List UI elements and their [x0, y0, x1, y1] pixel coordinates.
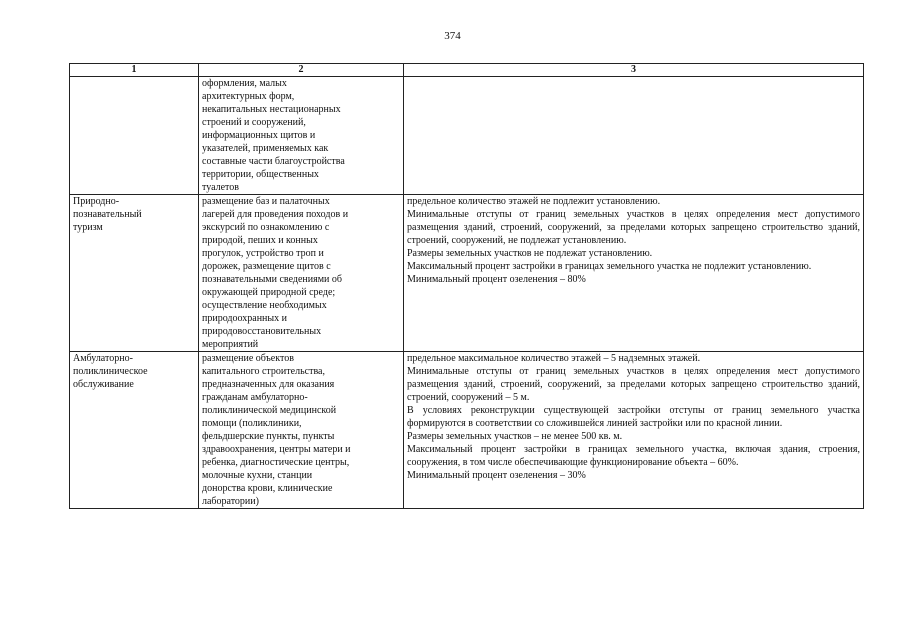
description-line: помощи (поликлиники, [202, 418, 302, 429]
description-line: познавательными сведениями об [202, 274, 342, 285]
description-line: экскурсий по ознакомлению с [202, 222, 330, 233]
parameter-paragraph: Минимальные отступы от границ земельных участков в целях определения мест допустимого размещения зданий, строений, сооружений, за пределами которых запрещено строительство зданий, строений, сооружений, не подлежат установлению. [407, 209, 860, 246]
parameters-cell [404, 195, 864, 352]
description-line: некапитальных нестационарных [202, 104, 341, 115]
parameters-cell [404, 352, 864, 509]
use-type-line: познавательный [73, 209, 142, 220]
description-cell [199, 77, 404, 195]
description-line: дорожек, размещение щитов с [202, 261, 331, 272]
description-line: предназначенных для оказания [202, 379, 335, 390]
use-type-line: обслуживание [73, 379, 134, 390]
description-line: лагерей для проведения походов и [202, 209, 349, 220]
parameter-paragraph: Максимальный процент застройки в границах земельного участка, включая здания, строения, сооружения, в том числе обеспечивающие функционирование объекта – 60%. [407, 444, 860, 468]
description-line: гражданам амбулаторно- [202, 392, 308, 403]
use-type-line: поликлиническое [73, 366, 148, 377]
parameter-paragraph: Размеры земельных участков не подлежат установлению. [407, 248, 653, 259]
use-type-cell [70, 77, 199, 195]
description-line: природовосстановительных [202, 326, 322, 337]
parameter-paragraph: В условиях реконструкции существующей застройки отступы от границ земельного участка формируются в соответствии со сложившейся линией застройки или по красной линии. [407, 405, 860, 429]
description-line: молочные кухни, станции [202, 470, 313, 481]
parameter-paragraph: предельное количество этажей не подлежит установлению. [407, 196, 661, 207]
description-line: прогулок, устройство троп и [202, 248, 324, 259]
description-line: ребенка, диагностические центры, [202, 457, 350, 468]
parameter-paragraph: Максимальный процент застройки в границах земельного участка не подлежит установлению. [407, 261, 812, 272]
use-type-cell [70, 195, 199, 352]
description-line: фельдшерские пункты, пункты [202, 431, 335, 442]
description-line: размещение объектов [202, 353, 294, 364]
parameter-paragraph: Минимальные отступы от границ земельных участков в целях определения мест допустимого размещения зданий, строений, сооружений, за пределами которых запрещено строительство зданий, строений, сооружений – 5 м. [407, 366, 860, 403]
description-line: размещение баз и палаточных [202, 196, 330, 207]
parameter-paragraph: предельное максимальное количество этажей – 5 надземных этажей. [407, 353, 701, 364]
use-type-line: Амбулаторно- [73, 353, 133, 364]
use-type-line: туризм [73, 222, 103, 233]
use-type-line: Природно- [73, 196, 120, 207]
description-line: оформления, малых [202, 78, 287, 89]
description-line: указателей, применяемых как [202, 143, 329, 154]
description-cell [199, 352, 404, 509]
description-line: лаборатории) [202, 496, 259, 507]
description-line: архитектурных форм, [202, 91, 295, 102]
description-cell [199, 195, 404, 352]
regulations-table [69, 63, 864, 509]
description-line: туалетов [202, 182, 240, 193]
description-line: поликлинической медицинской [202, 405, 337, 416]
parameter-paragraph: Размеры земельных участков – не менее 500 кв. м. [407, 431, 623, 442]
description-line: строений и сооружений, [202, 117, 306, 128]
column-header-2: 2 [199, 64, 404, 77]
description-line: капитального строительства, [202, 366, 325, 377]
use-type-cell [70, 352, 199, 509]
table-row [70, 77, 864, 195]
parameters-cell [404, 77, 864, 195]
description-line: природоохранных и [202, 313, 287, 324]
description-line: осуществление необходимых [202, 300, 327, 311]
column-header-1: 1 [70, 64, 199, 77]
table-row [70, 195, 864, 352]
description-line: окружающей природной среде; [202, 287, 336, 298]
description-line: информационных щитов и [202, 130, 316, 141]
description-line: территории, общественных [202, 169, 319, 180]
description-line: природой, пеших и конных [202, 235, 318, 246]
page-number: 374 [444, 30, 461, 42]
description-line: донорства крови, клинические [202, 483, 333, 494]
table-row [70, 352, 864, 509]
description-line: мероприятий [202, 339, 259, 350]
description-line: здравоохранения, центры матери и [202, 444, 351, 455]
description-line: составные части благоустройства [202, 156, 345, 167]
parameter-paragraph: Минимальный процент озеленения – 30% [407, 470, 586, 481]
column-header-3: 3 [404, 64, 864, 77]
parameter-paragraph: Минимальный процент озеленения – 80% [407, 274, 586, 285]
table-header-row [70, 64, 864, 77]
